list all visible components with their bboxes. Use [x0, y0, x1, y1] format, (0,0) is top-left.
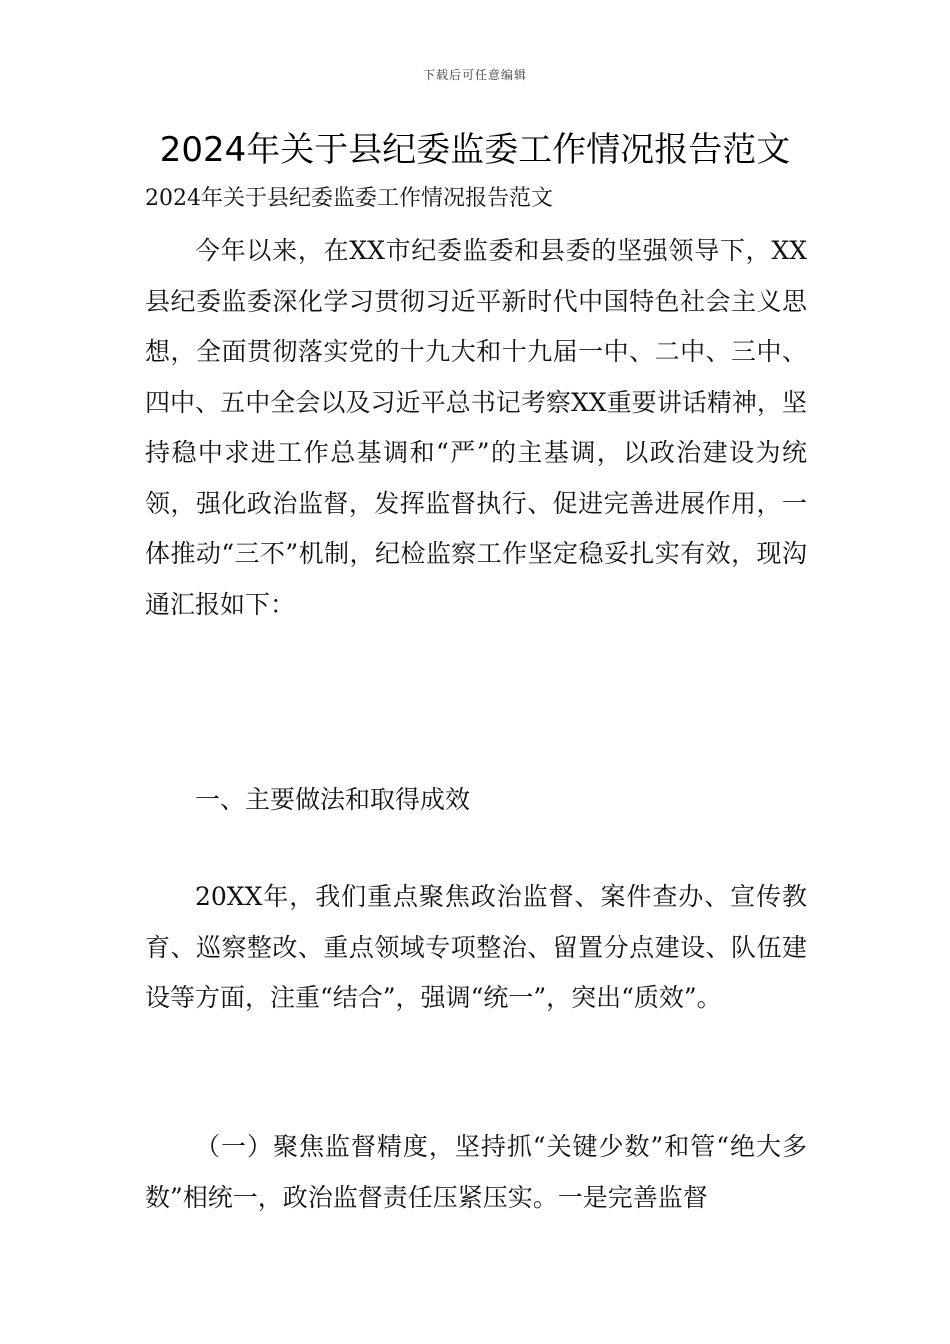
document-subtitle: 2024年关于县纪委监委工作情况报告范文 — [145, 186, 553, 211]
item-one-paragraph: （一）聚焦监督精度，坚持抓“关键少数”和管“绝大多数”相统一，政治监督责任压紧压实。一是完善监督 — [145, 1132, 807, 1212]
section-heading: 一、主要做法和取得成效 — [195, 785, 471, 814]
document-title: 2024年关于县纪委监委工作情况报告范文 — [159, 130, 791, 170]
intro-paragraph: 今年以来，在XX市纪委监委和县委的坚强领导下，XX县纪委监委深化学习贯彻习近平新时代中国特色社会主义思想，全面贯彻落实党的十九大和十九届一中、二中、三中、四中、五中全会以及习近平总书记考察XX重要讲话精神，坚持稳中求进工作总基调和“严”的主基调，以政治建设为统领，强化政治监督，发挥监督执行、促进完善进展作用，一体推动“三不”机制，纪检监察工作坚定稳妥扎实有效，现沟通汇报如下： — [145, 236, 807, 619]
header-note: 下载后可任意编辑 — [422, 68, 527, 82]
summary-paragraph: 20XX年，我们重点聚焦政治监督、案件查办、宣传教育、巡察整改、重点领域专项整治、留置分点建设、队伍建设等方面，注重“结合”，强调“统一”，突出“质效”。 — [145, 882, 807, 1012]
